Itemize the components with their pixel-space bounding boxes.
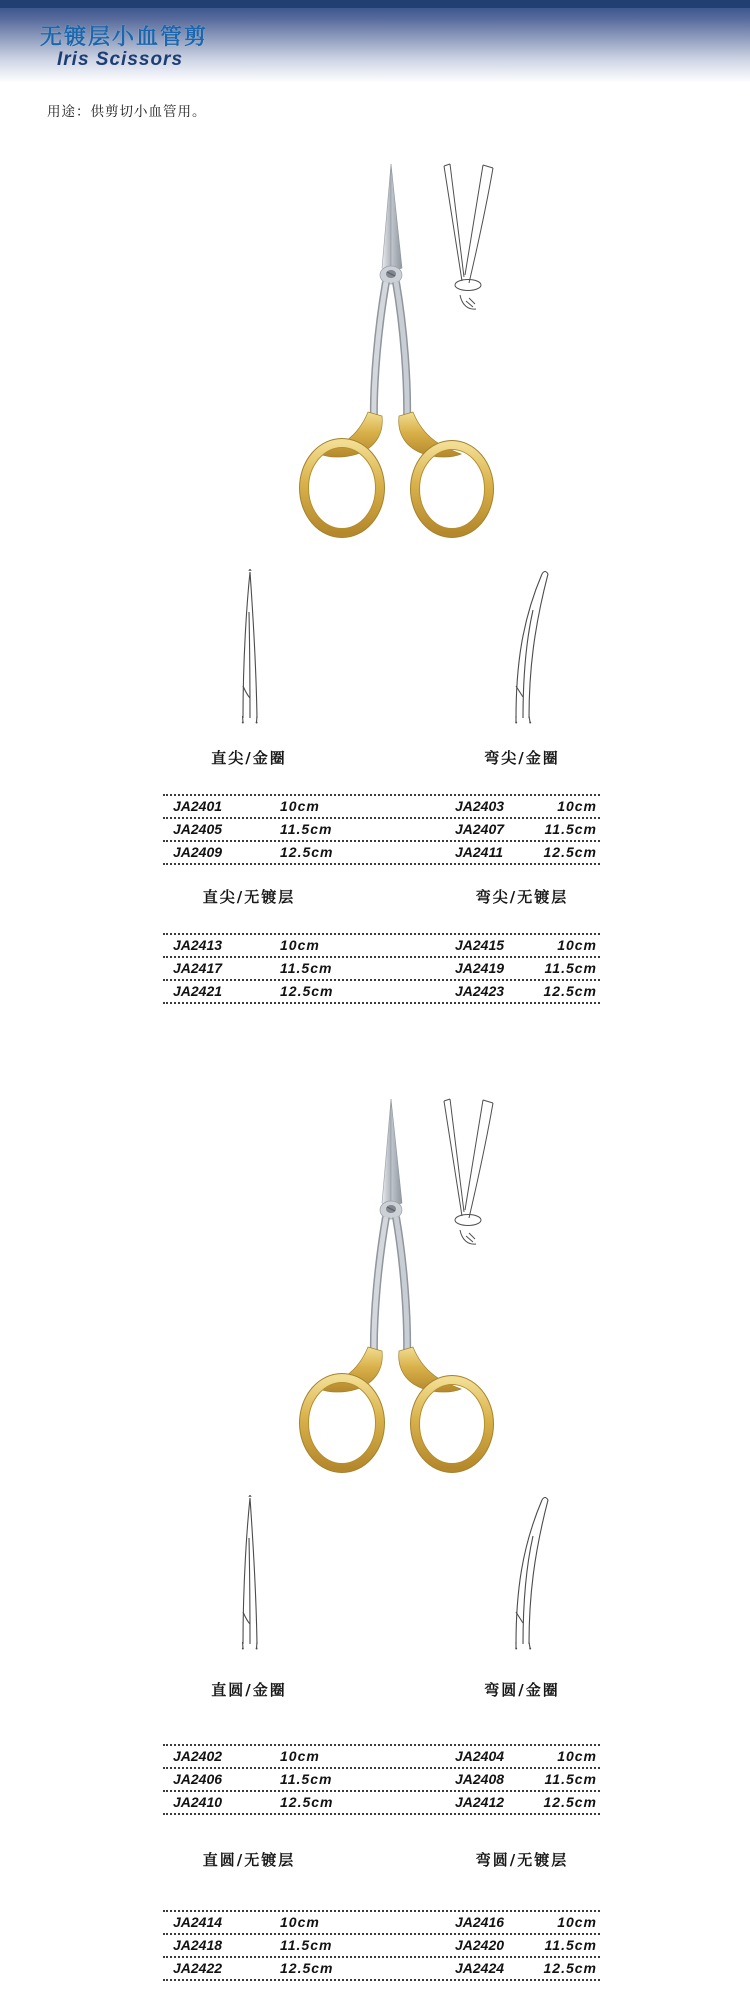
product-size: 11.5cm [544, 1771, 597, 1787]
product-code: JA2407 [455, 821, 505, 837]
product-size: 12.5cm [543, 1794, 597, 1810]
table-row [163, 1956, 600, 1979]
product-table-sharp-plain [163, 933, 600, 1004]
table-row [163, 840, 600, 863]
product-code: JA2424 [455, 1960, 505, 1976]
product-code: JA2401 [173, 798, 223, 814]
table-row [163, 979, 600, 1002]
blade-tips-inset-sharp [436, 163, 498, 315]
product-size: 12.5cm [280, 983, 334, 999]
product-size: 11.5cm [280, 1937, 333, 1953]
product-size: 11.5cm [544, 960, 597, 976]
product-code: JA2423 [455, 983, 505, 999]
product-size: 12.5cm [543, 844, 597, 860]
product-size: 10cm [557, 937, 597, 953]
banner-top-strip [0, 0, 750, 8]
product-code: JA2419 [455, 960, 505, 976]
product-size: 10cm [280, 798, 320, 814]
table-row [163, 933, 600, 956]
table-bottom-rule [163, 863, 600, 865]
table-header-straight-round-gold: 直圆/金圈 [211, 1681, 287, 1699]
straight-tip-drawing-2 [229, 1492, 273, 1652]
product-size: 11.5cm [280, 1771, 333, 1787]
table-row [163, 1933, 600, 1956]
product-size: 11.5cm [280, 821, 333, 837]
table-bottom-rule [163, 1979, 600, 1981]
product-code: JA2416 [455, 1914, 505, 1930]
product-code: JA2415 [455, 937, 505, 953]
product-size: 12.5cm [543, 983, 597, 999]
product-size: 11.5cm [280, 960, 333, 976]
table-row [163, 1790, 600, 1813]
table-bottom-rule [163, 1002, 600, 1004]
table-header-curved-sharp-plain: 弯尖/无镀层 [475, 888, 569, 906]
product-size: 12.5cm [280, 1794, 334, 1810]
product-code: JA2422 [173, 1960, 223, 1976]
product-size: 10cm [557, 1914, 597, 1930]
table-header-straight-sharp-gold: 直尖/金圈 [211, 749, 287, 767]
product-size: 12.5cm [543, 1960, 597, 1976]
page-title: 无镀层小血管剪 [40, 24, 209, 49]
page-subtitle: Iris Scissors [57, 49, 184, 70]
product-size: 12.5cm [280, 844, 334, 860]
table-row [163, 1910, 600, 1933]
product-size: 11.5cm [544, 1937, 597, 1953]
product-code: JA2420 [455, 1937, 505, 1953]
blade-tips-inset-round [436, 1098, 498, 1250]
product-size: 10cm [280, 1748, 320, 1764]
table-row [163, 1767, 600, 1790]
product-table-round-plain [163, 1910, 600, 1981]
product-code: JA2417 [173, 960, 223, 976]
product-code: JA2412 [455, 1794, 505, 1810]
product-code: JA2414 [173, 1914, 223, 1930]
product-code: JA2403 [455, 798, 505, 814]
product-code: JA2418 [173, 1937, 223, 1953]
product-code: JA2410 [173, 1794, 223, 1810]
table-row [163, 1744, 600, 1767]
table-header-straight-round-plain: 直圆/无镀层 [202, 1851, 296, 1869]
table-row [163, 794, 600, 817]
product-size: 11.5cm [544, 821, 597, 837]
table-header-curved-round-plain: 弯圆/无镀层 [475, 1851, 569, 1869]
product-code: JA2406 [173, 1771, 223, 1787]
table-header-curved-sharp-gold: 弯尖/金圈 [484, 749, 560, 767]
product-size: 10cm [280, 1914, 320, 1930]
product-code: JA2421 [173, 983, 223, 999]
straight-tip-drawing-1 [229, 566, 273, 726]
table-bottom-rule [163, 1813, 600, 1815]
table-row [163, 817, 600, 840]
product-size: 10cm [557, 1748, 597, 1764]
product-code: JA2402 [173, 1748, 223, 1764]
curved-tip-drawing-2 [508, 1492, 558, 1652]
product-code: JA2409 [173, 844, 223, 860]
product-code: JA2411 [455, 844, 504, 860]
product-size: 12.5cm [280, 1960, 334, 1976]
product-table-round-gold [163, 1744, 600, 1815]
product-size: 10cm [557, 798, 597, 814]
table-header-curved-round-gold: 弯圆/金圈 [484, 1681, 560, 1699]
table-header-straight-sharp-plain: 直尖/无镀层 [202, 888, 296, 906]
table-row [163, 956, 600, 979]
page-header-banner [0, 0, 750, 82]
usage-note: 用途：供剪切小血管用。 [47, 104, 207, 119]
product-size: 10cm [280, 937, 320, 953]
product-code: JA2413 [173, 937, 223, 953]
product-code: JA2408 [455, 1771, 505, 1787]
product-code: JA2405 [173, 821, 223, 837]
product-code: JA2404 [455, 1748, 505, 1764]
curved-tip-drawing-1 [508, 566, 558, 726]
product-table-sharp-gold [163, 794, 600, 865]
